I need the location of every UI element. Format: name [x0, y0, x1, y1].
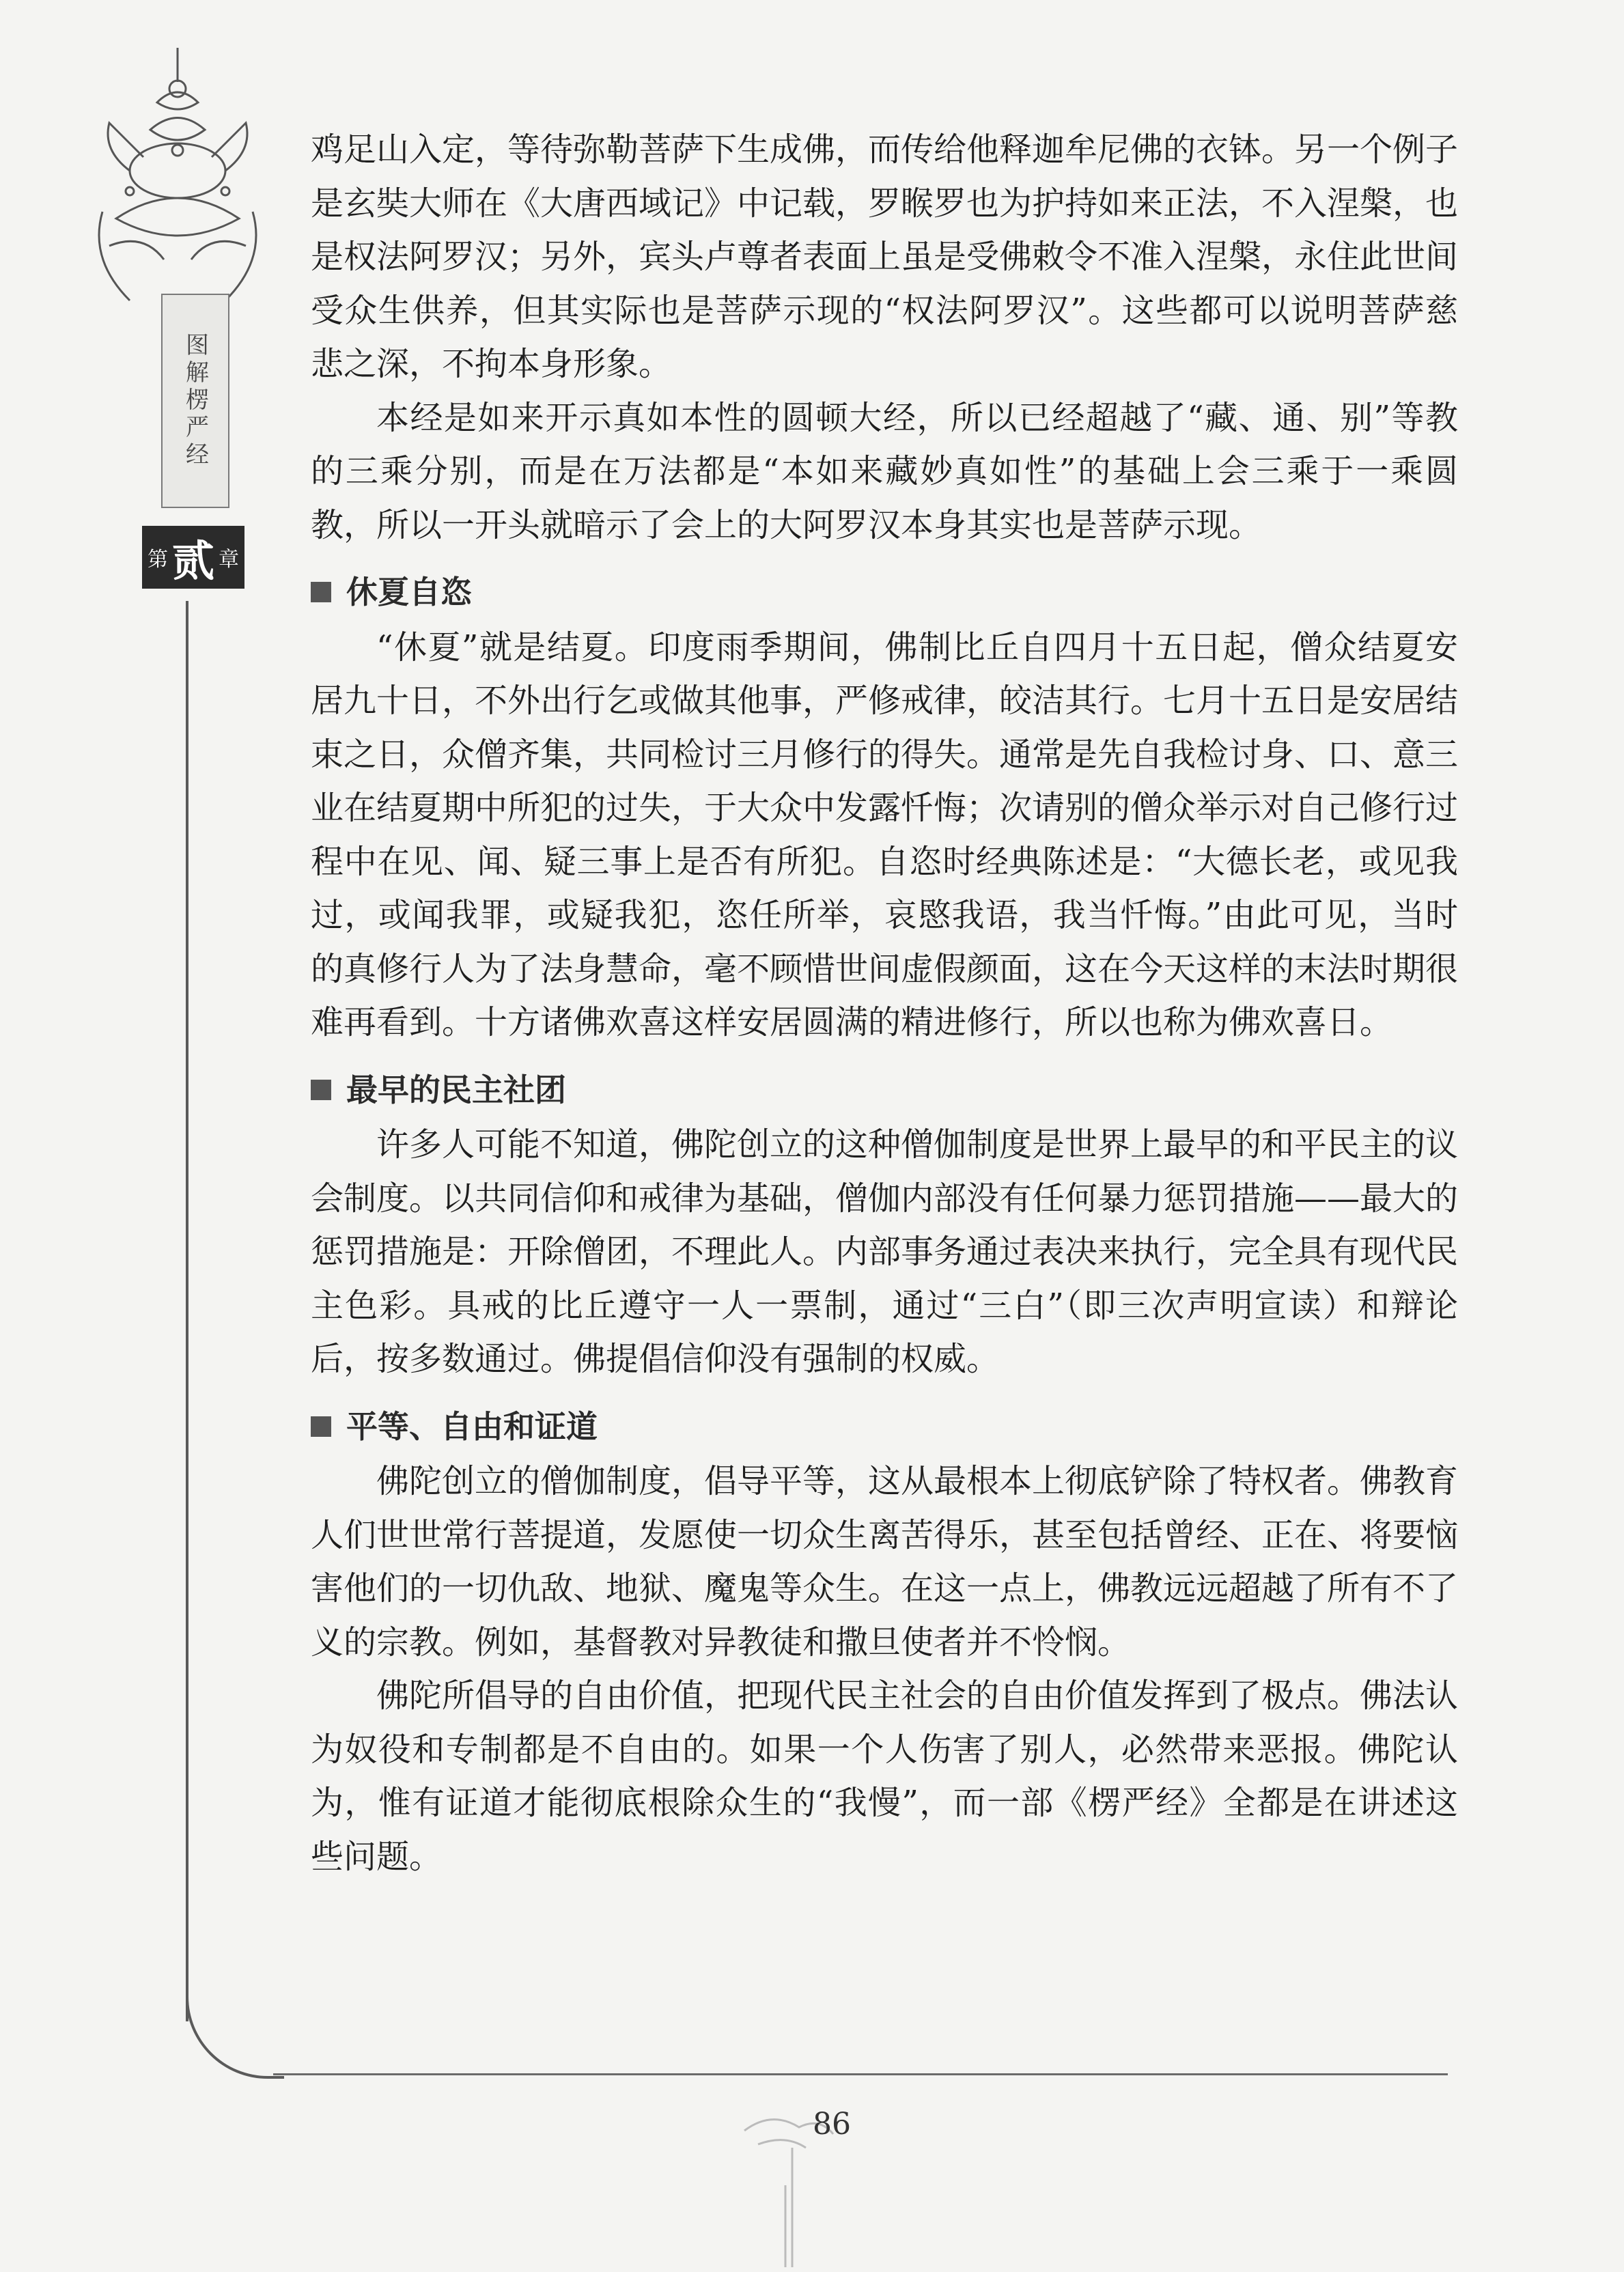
section-heading: [311, 565, 1458, 619]
section-paragraph: 佛陀所倡导的自由价值，把现代民主社会的自由价值发挥到了极点。佛法认为奴役和专制都是不自由的。如果一个人伤害了别人，必然带来恶报。佛陀认为，惟有证道才能彻底根除众生的“我慢”，而一部《楞严经》全都是在讲述这些问题。: [311, 1677, 1459, 1876]
page-number: 86: [813, 2107, 851, 2142]
square-bullet-icon: [311, 1416, 331, 1437]
section-heading-text: 最早的民主社团: [346, 1071, 566, 1108]
section-paragraph: 许多人可能不知道，佛陀创立的这种僧伽制度是世界上最早的和平民主的议会制度。以共同信仰和戒律为基础，僧伽内部没有任何暴力惩罚措施——最大的惩罚措施是：开除僧团，不理此人。内部事务通过表决来执行，完全具有现代民主色彩。具戒的比丘遵守一人一票制，通过“三白”（即三次声明宣读）和辩论后，按多数通过。佛提倡信仰没有强制的权威。: [311, 1125, 1459, 1378]
intro-paragraph-1: 鸡足山入定，等待弥勒菩萨下生成佛，而传给他释迦牟尼佛的衣钵。另一个例子是玄奘大师在《大唐西域记》中记载，罗睺罗也为护持如来正法，不入涅槃，也是权法阿罗汉；另外，宾头卢尊者表面上虽是受佛敕令不准入涅槃，永住此世间受众生供养，但其实际也是菩萨示现的“权法阿罗汉”。这些都可以说明菩萨慈悲之深，不拘本身形象。: [311, 130, 1459, 383]
intro-paragraph-2: 本经是如来开示真如本性的圆顿大经，所以已经超越了“藏、通、别”等教的三乘分别，而是在万法都是“本如来藏妙真如性”的基础上会三乘于一乘圆教，所以一开头就暗示了会上的大阿罗汉本身其实也是菩萨示现。: [311, 398, 1458, 544]
section-heading-text: 平等、自由和证道: [346, 1407, 598, 1445]
main-content: [311, 123, 1458, 1883]
section-heading-text: 休夏自恣: [346, 574, 472, 611]
bottom-rule: [273, 2073, 1448, 2075]
chapter-suffix: 章: [219, 548, 239, 572]
section-paragraph: 佛陀创立的僧伽制度，倡导平等，这从最根本上彻底铲除了特权者。佛教育人们世世常行菩提道，发愿使一切众生离苦得乐，甚至包括曾经、正在、将要恼害他们的一切仇敌、地狱、魔鬼等众生。在这一点上，佛教远远超越了所有不了义的宗教。例如，基督教对异教徒和撒旦使者并不怜悯。: [311, 1462, 1459, 1661]
square-bullet-icon: [311, 1080, 331, 1100]
section-heading: [311, 1400, 1458, 1454]
chapter-prefix: 第: [147, 548, 168, 572]
section-heading: [311, 1063, 1458, 1117]
sidebar-curve: [186, 1967, 284, 2079]
section-paragraph: “休夏”就是结夏。印度雨季期间，佛制比丘自四月十五日起，僧众结夏安居九十日，不外出行乞或做其他事，严修戒律，皎洁其行。七月十五日是安居结束之日，众僧齐集，共同检讨三月修行的得失。通常是先自我检讨身、口、意三业在结夏期中所犯的过失，于大众中发露忏悔；次请别的僧众举示对自己修行过程中在见、闻、疑三事上是否有所犯。自恣时经典陈述是：“大德长老，或见我过，或闻我罪，或疑我犯，恣任所举，哀愍我语，我当忏悔。”由此可见，当时的真修行人为了法身慧命，毫不顾惜世间虚假颜面，这在今天这样的末法时期很难再看到。十方诸佛欢喜这样安居圆满的精进修行，所以也称为佛欢喜日。: [311, 628, 1459, 1041]
book-title-box: [161, 294, 229, 508]
square-bullet-icon: [311, 582, 331, 602]
book-title: 图解楞严经: [181, 333, 209, 469]
sidebar-rule: [186, 601, 188, 2021]
chapter-number: 贰: [171, 535, 214, 586]
chapter-badge: [142, 526, 244, 589]
